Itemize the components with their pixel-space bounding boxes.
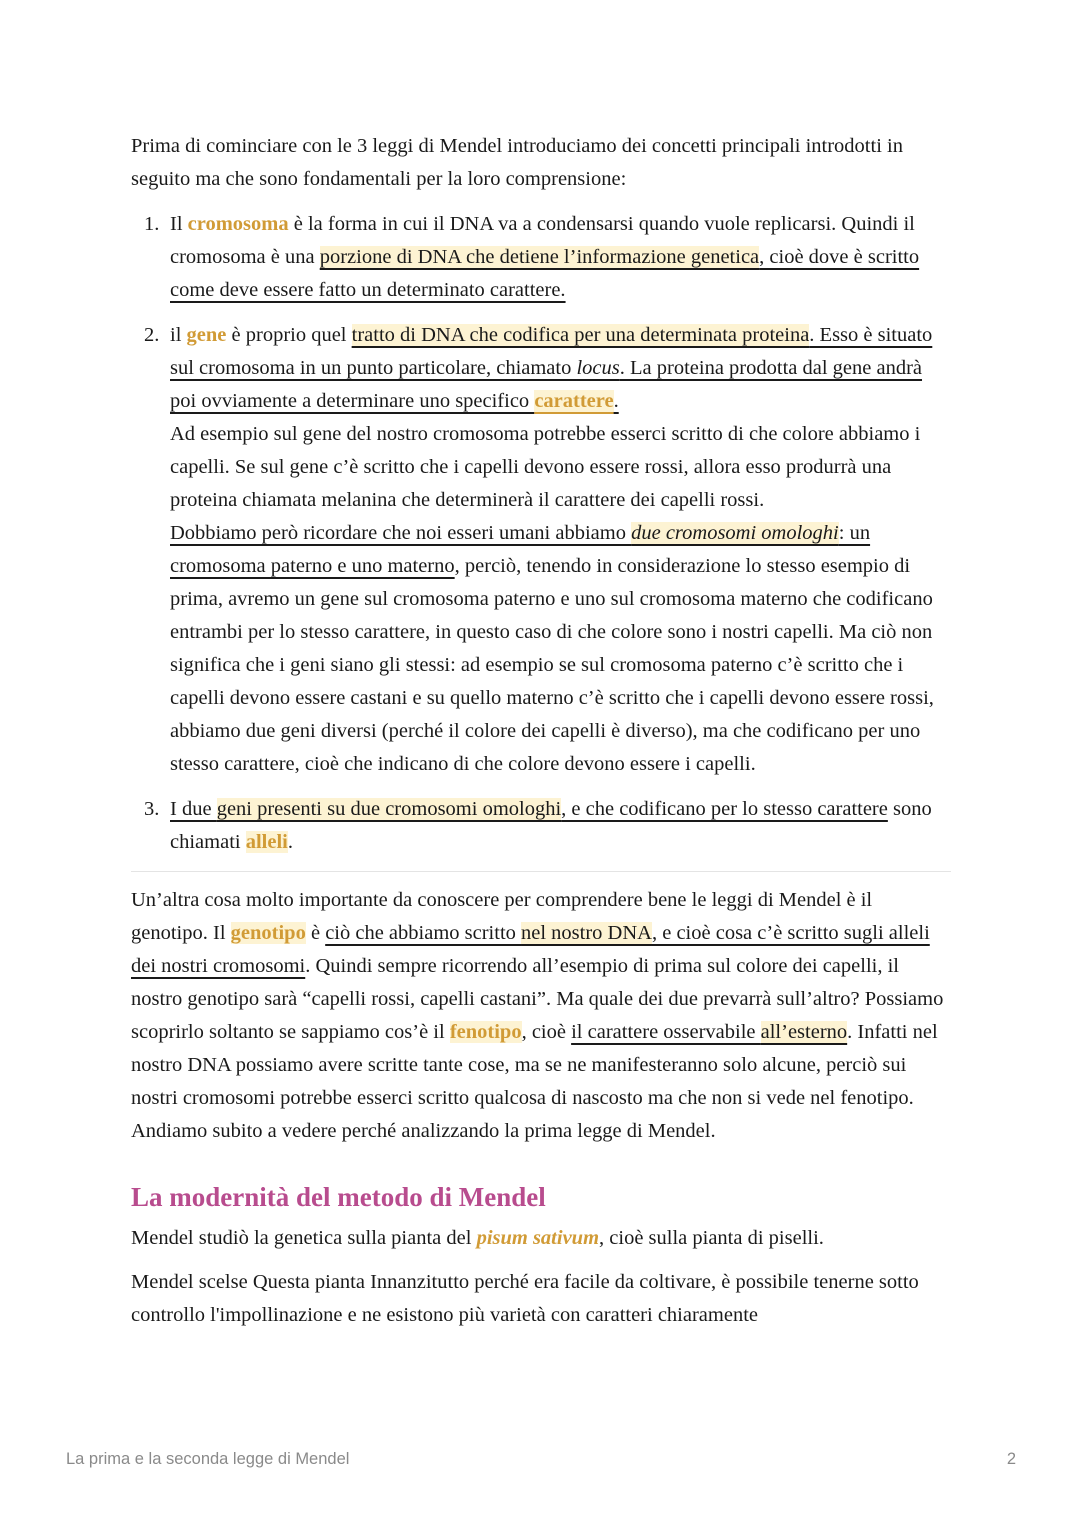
underlined-highlight: nel nostro DNA	[521, 922, 652, 944]
text-run: .	[287, 831, 293, 853]
plant-choice-paragraph: Mendel scelse Questa pianta Innanzitutto perché era facile da coltivare, è possibile tenerne sotto controllo l'impollinazione e ne esistono più varietà con caratteri chiaramente	[131, 1271, 919, 1326]
concepts-list	[131, 208, 951, 859]
underlined-text: I due	[170, 798, 217, 820]
divider	[131, 871, 951, 872]
page-number: 2	[1006, 1450, 1016, 1468]
page-footer	[66, 1448, 1016, 1470]
underlined-text: Dobbiamo però ricordare che noi esseri umani abbiamo	[170, 522, 632, 544]
text-run: Un’altra cosa molto importante da conoscere per comprendere bene le leggi di Mendel è il genotipo. Il	[131, 889, 873, 944]
section-heading: La modernità del metodo di Mendel	[131, 1182, 546, 1212]
underlined-text: : un cromosoma paterno e uno materno	[170, 522, 871, 577]
underlined-text: .	[613, 390, 619, 412]
text-run: sono chiamati	[170, 798, 932, 853]
underlined-definition: porzione di DNA che detiene l’informazione genetica	[319, 246, 760, 268]
underlined-text: , cioè dove è scritto come deve essere fatto un determinato carattere.	[170, 246, 920, 301]
list-item	[131, 208, 951, 307]
underlined-text: , e che codificano per lo stesso carattere	[561, 798, 888, 820]
explanation-text: , perciò, tenendo in considerazione lo stesso esempio di prima, avremo un gene sul cromosoma paterno e uno sul cromosoma materno che codificano entrambi per lo stesso carattere, in questo caso di che colore sono i nostri capelli. Ma ciò non significa che i geni siano gli stessi: ad esempio se sul cromosoma paterno c’è scritto che i capelli devono essere castani e su quello materno c’è scritto che i capelli devono essere rossi, abbiamo due geni diversi (perché il colore dei capelli è diverso), ma che codificano per uno stesso carattere, cioè che indicano di che colore devono essere i capelli.	[170, 555, 934, 775]
list-item	[131, 793, 951, 859]
text-run: è la forma in cui il DNA va a condensarsi quando vuole replicarsi. Quindi il cromosoma è una	[170, 213, 915, 268]
list-number: 3.	[144, 798, 160, 820]
keyword-fenotipo: fenotipo	[449, 1021, 522, 1043]
term-omologhi: due cromosomi omologhi	[631, 522, 839, 544]
underlined-text: , e cioè cosa c’è scritto sugli alleli dei nostri cromosomi	[131, 922, 930, 977]
footer-title: La prima e la seconda legge di Mendel	[66, 1450, 350, 1468]
text-run: è proprio quel	[226, 324, 352, 346]
list-item	[131, 319, 951, 781]
text-run: Mendel studiò la genetica sulla pianta del	[131, 1227, 477, 1249]
text-run: . Infatti nel nostro DNA possiamo avere scritte tante cose, ma se ne manifesteranno solo alcune, perciò sui nostri cromosomi potrebbe esserci scritto qualcosa di nascosto ma che non si vede nel fenotipo.	[131, 1021, 938, 1109]
keyword-alleli: alleli	[245, 831, 288, 853]
underlined-text: ciò che abbiamo scritto	[325, 922, 522, 944]
text-run: Andiamo subito a vedere perché analizzando la prima legge di Mendel.	[131, 1120, 716, 1142]
underlined-highlight: all’esterno	[760, 1021, 848, 1043]
text-run: è	[305, 922, 326, 944]
underlined-text: il carattere osservabile	[571, 1021, 761, 1043]
text-run: , cioè	[521, 1021, 572, 1043]
genotype-paragraph	[131, 884, 951, 1148]
document-body	[131, 130, 951, 1332]
keyword-carattere: carattere	[534, 390, 614, 412]
example-text: Ad esempio sul gene del nostro cromosoma potrebbe esserci scritto di che colore abbiamo i capelli. Se sul gene c’è scritto che i capelli devono essere rossi, allora esso produrrà una proteina chiamata melanina che determinerà il carattere dei capelli rossi.	[170, 423, 921, 511]
text-run: , cioè sulla pianta di piselli.	[599, 1227, 824, 1249]
underlined-definition: geni presenti su due cromosomi omologhi	[216, 798, 562, 820]
list-number: 2.	[144, 324, 160, 346]
underlined-text: . Esso è situato sul cromosoma in un punto particolare, chiamato	[170, 324, 933, 379]
keyword-gene: gene	[186, 324, 227, 346]
intro-paragraph: Prima di cominciare con le 3 leggi di Mendel introduciamo dei concetti principali introdotti in seguito ma che sono fondamentali per la loro comprensione:	[131, 135, 903, 190]
list-number: 1.	[144, 213, 160, 235]
underlined-text: . La proteina prodotta dal gene andrà poi ovviamente a determinare uno specifico	[170, 357, 923, 412]
text-run: . Quindi sempre ricorrendo all’esempio di prima sul colore dei capelli, il nostro genotipo sarà “capelli rossi, capelli castani”. Ma quale dei due prevarrà sull’altro? Possiamo scoprirlo soltanto se sappiamo cos’è il	[131, 955, 944, 1043]
term-locus: locus	[576, 357, 620, 379]
text-run: Il	[170, 213, 188, 235]
keyword-cromosoma: cromosoma	[187, 213, 289, 235]
keyword-pisum-sativum: pisum sativum	[476, 1227, 600, 1249]
underlined-definition: tratto di DNA che codifica per una determinata proteina	[351, 324, 810, 346]
pisum-paragraph	[131, 1222, 951, 1255]
keyword-genotipo: genotipo	[230, 922, 306, 944]
text-run: il	[170, 324, 187, 346]
